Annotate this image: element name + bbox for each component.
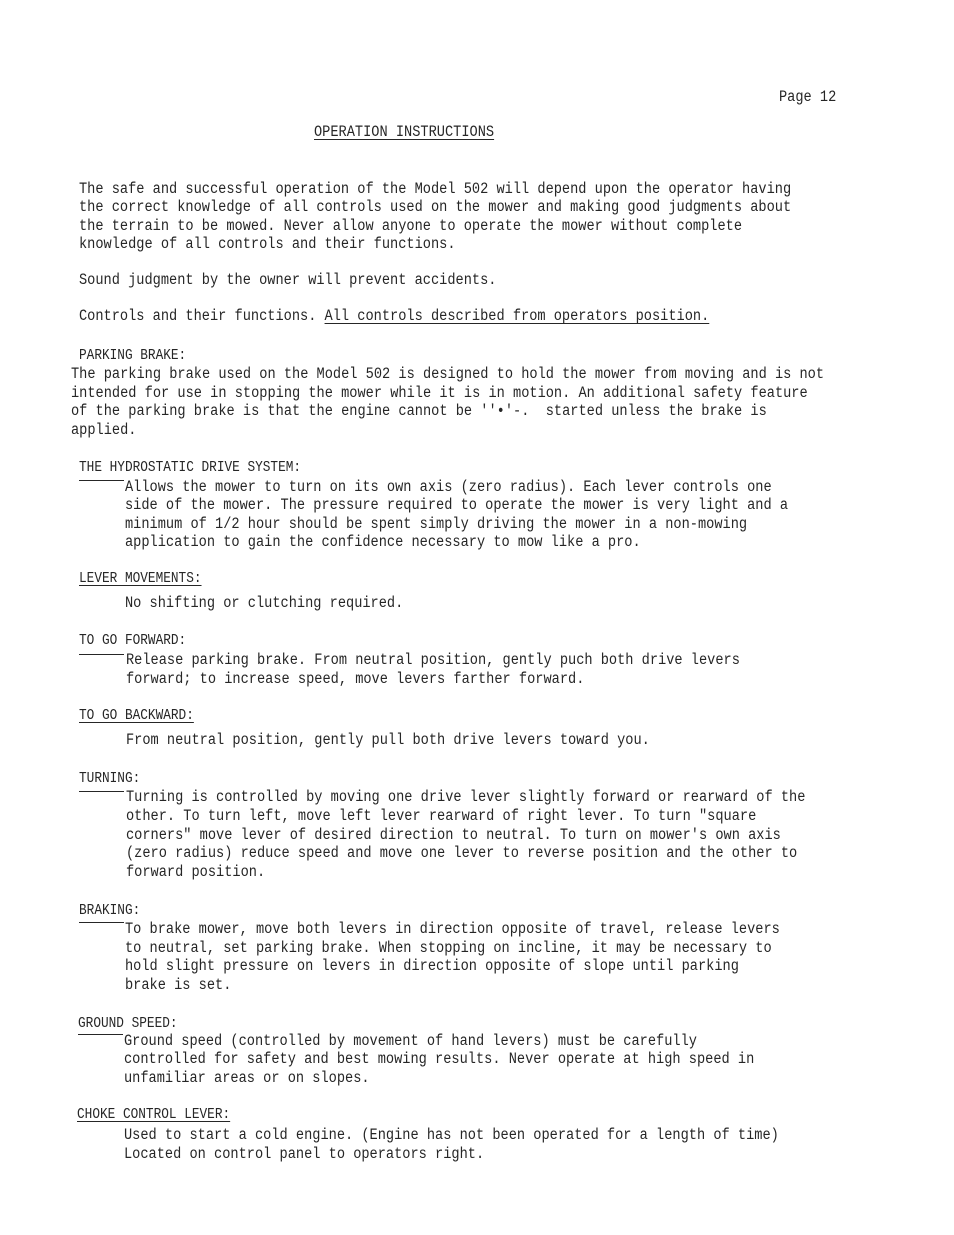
section-heading: GROUND SPEED: [78, 1016, 178, 1032]
section-body-line: forward position. [126, 863, 266, 881]
section-body-line: minimum of 1/2 hour should be spent simply driving the mower in a non-mowing [125, 515, 748, 533]
section-body-line: side of the mower. The pressure required to operate the mower is very light and a [125, 496, 789, 514]
section-body-line: of the parking brake is that the engine cannot be ''•'-. started unless the brake is [71, 402, 767, 420]
section-body-line: To brake mower, move both levers in direction opposite of travel, release levers [125, 920, 780, 938]
section-body-line: unfamiliar areas or on slopes. [124, 1069, 370, 1087]
section-body-line: (zero radius) reduce speed and move one lever to reverse position and the other to [126, 844, 798, 862]
heading-underline [79, 922, 124, 923]
section-body-line: Used to start a cold engine. (Engine has not been operated for a length of time) [124, 1126, 779, 1144]
intro-line: knowledge of all controls and their functions. [79, 235, 456, 253]
intro-line: the terrain to be mowed. Never allow anyone to operate the mower without complete [79, 217, 743, 235]
section-heading: CHOKE CONTROL LEVER: [77, 1107, 231, 1123]
heading-underline [79, 791, 124, 792]
section-body-line: other. To turn left, move left lever rearward of right lever. To turn "square [126, 807, 757, 825]
section-body-line: brake is set. [125, 976, 232, 994]
heading-underline [79, 480, 124, 481]
section-body-line: Located on control panel to operators right. [124, 1145, 485, 1163]
section-body-line: Release parking brake. From neutral position, gently puch both drive levers [126, 651, 740, 669]
section-body-line: corners" move lever of desired direction to neutral. To turn on mower's own axis [126, 826, 781, 844]
section-body-line: application to gain the confidence necessary to mow like a pro. [125, 533, 641, 551]
section-heading: TO GO FORWARD: [79, 633, 187, 649]
section-body-line: Ground speed (controlled by movement of hand levers) must be carefully [124, 1032, 697, 1050]
intro-line: the correct knowledge of all controls used on the mower and making good judgments about [79, 198, 792, 216]
section-body-line: applied. [71, 421, 137, 439]
section-body-line: From neutral position, gently pull both drive levers toward you. [126, 731, 650, 749]
section-body-line: to neutral, set parking brake. When stopping on incline, it may be necessary to [125, 939, 772, 957]
section-heading: PARKING BRAKE: [79, 348, 187, 364]
section-body-line: intended for use in stopping the mower while it is in motion. An additional safety feature [71, 384, 808, 402]
page-title: OPERATION INSTRUCTIONS [314, 123, 495, 141]
section-body-line: No shifting or clutching required. [125, 594, 404, 612]
section-heading: TO GO BACKWARD: [79, 708, 194, 724]
section-heading: LEVER MOVEMENTS: [79, 571, 202, 587]
section-body-line: forward; to increase speed, move levers farther forward. [126, 670, 585, 688]
heading-underline [78, 1034, 123, 1035]
controls-note: All controls described from operators position. [324, 307, 710, 325]
controls-line [79, 307, 709, 326]
sound-judgment-text: Sound judgment by the owner will prevent accidents. [79, 271, 497, 289]
section-body-line: The parking brake used on the Model 502 is designed to hold the mower from moving and is not [71, 365, 825, 383]
section-heading: THE HYDROSTATIC DRIVE SYSTEM: [79, 460, 302, 476]
heading-underline [79, 654, 124, 655]
intro-line: The safe and successful operation of the Model 502 will depend upon the operator having [79, 180, 792, 198]
section-body-line: hold slight pressure on levers in direction opposite of slope until parking [125, 957, 739, 975]
section-body-line: Allows the mower to turn on its own axis (zero radius). Each lever controls one [125, 478, 772, 496]
controls-lead: Controls and their functions. [79, 307, 325, 325]
section-heading: TURNING: [79, 771, 141, 787]
section-body-line: Turning is controlled by moving one drive lever slightly forward or rearward of the [126, 788, 806, 806]
section-heading: BRAKING: [79, 903, 141, 919]
section-body-line: controlled for safety and best mowing results. Never operate at high speed in [124, 1050, 755, 1068]
page-number: Page 12 [779, 88, 837, 106]
